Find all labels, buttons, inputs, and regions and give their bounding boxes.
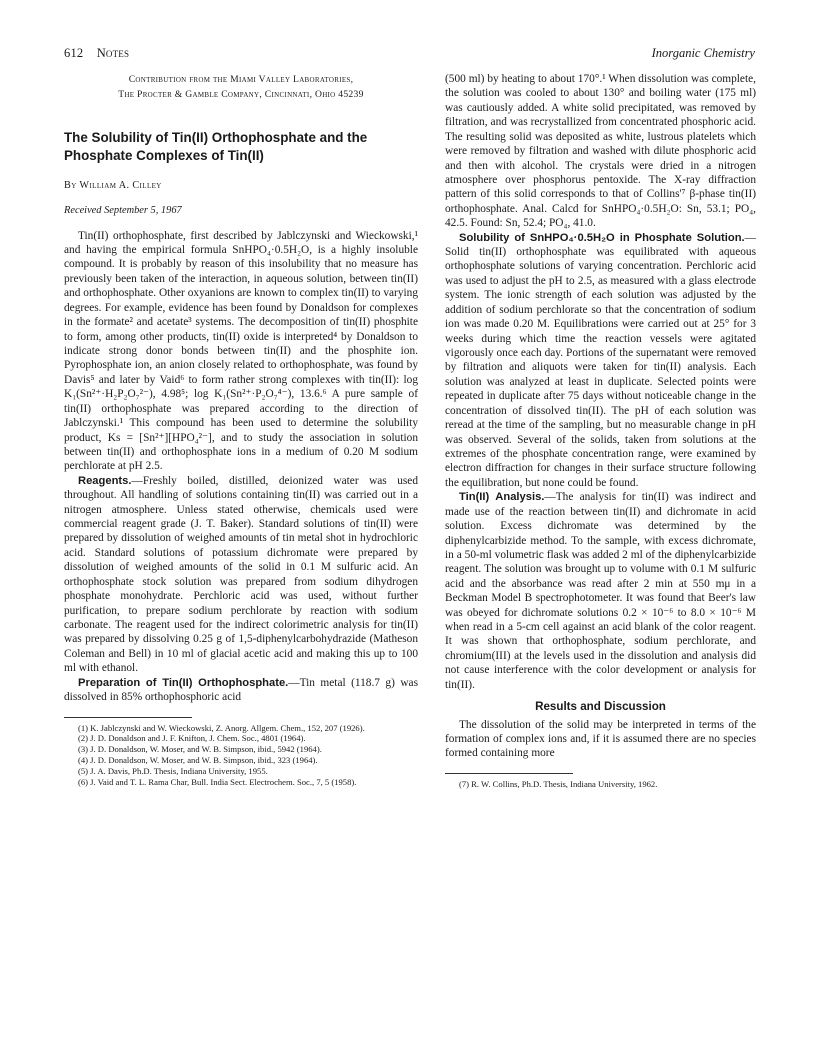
results-paragraph: The dissolution of the solid may be interpreted in terms of the formation of complex ions and, if it is assumed there are no species formed containing more [445,718,756,760]
footnote-item: (1) K. Jablczynski and W. Wieckowski, Z. Anorg. Allgem. Chem., 152, 207 (1926). [78,722,365,733]
right-column [445,72,756,790]
received-date: Received September 5, 1967 [64,205,182,217]
footnote-item: (6) J. Vaid and T. L. Rama Char, Bull. India Sect. Electrochem. Soc., 7, 5 (1958). [78,777,357,788]
footnote-item: (3) J. D. Donaldson, W. Moser, and W. B. Simpson, ibid., 5942 (1964). [78,744,322,755]
analysis-heading: Tin(II) Analysis. [459,491,545,504]
reagents-text: —Freshly boiled, distilled, deionized water was used throughout. All handling of solutions containing tin(II) was carried out in a nitrogen atmosphere. Unless stated otherwise, chemicals used were commercial reagent grade (J. T. Baker). Standard solutions of tin(II) were prepared by dissolution of weighed amounts of tin metal shot in hydrochloric acid. Standard solutions of potassium dichromate were prepared by dissolution of weighed amounts of the solid in 0.1 M sulfuric acid. An orthophosphate stock solution was prepared from sodium dihydrogen phosphate monohydrate. Perchloric acid was used, without further purification, to prepare sodium perchlorate by reaction with sodium carbonate. The reagent used for the indirect colorimetric analysis for tin(II) was prepared by dissolving 0.25 g of 1,5-diphenylcarbohydrazide (Matheson Coleman and Bell) in 10 ml of glacial acetic acid and making this up to 100 ml with ethanol. [64,474,418,675]
footnote-rule [445,773,573,774]
solubility-paragraph [445,231,756,491]
reagents-heading: Reagents. [78,474,132,487]
footnote-item: (7) R. W. Collins, Ph.D. Thesis, Indiana University, 1962. [459,778,658,789]
reagents-paragraph [64,474,418,676]
analysis-text: —The analysis for tin(II) was indirect and made use of the reaction between tin(II) and dichromate in acid solution. Excess dichromate was determined by the diphenylcarbizide method. To the sample, with excess dichromate, in a 50-ml volumetric flask was added 2 ml of the diphenylcarbizide reagent. The solution was brought up to volume with 0.1 M sulfuric acid and the absorbance was read after 2 min at 550 mμ in a Beckman Model B spectrophotometer. It was found that Beer's law was obeyed for dichromate solutions 0.2 × 10⁻⁶ to 8.0 × 10⁻⁶ M when read in a 5-cm cell against an acid blank of the color reagent. It was shown that orthophosphate, sodium perchlorate, and chromium(III) at the levels used in the dissolution and analysis did not cause interference with the color development or analysis for tin(II). [445,491,756,691]
preparation-heading: Preparation of Tin(II) Orthophosphate. [78,676,289,689]
article-title: The Solubility of Tin(II) Orthophosphate and the Phosphate Complexes of Tin(II) [64,130,368,164]
solubility-text: —Solid tin(II) orthophosphate was equilibrated with aqueous orthophosphate solutions of varying concentration. Perchloric acid was used to adjust the pH to 2.5, as measured with a glass electrode system. The ionic strength of each solution was adjusted by the addition of sodium perchlorate so that the concentration of sodium ion was made 0.20 M. Equilibrations were carried out at 25° for 3 weeks during which time the reaction vessels were agitated vigorously once each day. Portions of the supernatant were removed by filtration and aliquots were taken for tin(II) analysis. Each solution was analyzed at least in duplicate. Selected points were repeated in duplicate after 75 days without noticeable change in the concentration of dissolved tin(II). The pH of each solution was reread at the time of the sampling, but no measurable change in pH was observed. Several of the solids, taken from solutions at the extremes of the phosphate concentration range, were examined by electron diffraction for changes in their surface structure following the equilibration, but none could be found. [445,231,756,489]
preparation-text: —Tin metal (118.7 g) was dissolved in 85% orthophosphoric acid [64,676,418,704]
left-column [64,72,418,788]
footnote-item: (5) J. A. Davis, Ph.D. Thesis, Indiana University, 1955. [78,766,268,777]
footnote-item: (2) J. D. Donaldson and J. F. Knifton, J. Chem. Soc., 4801 (1964). [78,733,306,744]
results-heading: Results and Discussion [535,700,666,714]
section-name: Notes [96,46,130,60]
footnote-item: (4) J. D. Donaldson, W. Moser, and W. B. Simpson, ibid., 323 (1964). [78,755,318,766]
byline: By William A. Cilley [64,180,162,192]
intro-paragraph: Tin(II) orthophosphate, first described by Jablczynski and Wieckowski,¹ and having the empirical formula SnHPO₄·0.5H₂O, is a highly insoluble compound. It is probably by reason of this insolubility that no measure has previously been taken of the interaction, in aqueous solution, between tin(II) and orthophosphate. Other oxyanions are known to complex tin(II) to varying degrees. For example, evidence has been found by Donaldson for complexes in the formate² and acetate³ systems. The decomposition of tin(II) phosphite to form, among other products, tin(II) oxide is interpreted⁴ by Donaldson to indicate strong donor bonds between tin(II) and the phosphite ion. Pyrophosphate ion, an anion closely related to orthophosphate, was found by Davis⁵ and later by Vaid⁶ to form rather strong complexes with tin(II): log K₁(Sn²⁺·H₂P₂O₇²⁻), 4.98⁵; log K₁(Sn²⁺·P₂O₇⁴⁻), 13.6.⁶ A pure sample of tin(II) orthophosphate was prepared according to the direction of Jablczynski.¹ This compound has been used to determine the solubility product, Ks = [Sn²⁺][HPO₄²⁻], and to study the association in solution between tin(II) and orthophosphate ions in a medium of 0.20 M sodium perchlorate at pH 2.5. [64,229,418,473]
preparation-continued: (500 ml) by heating to about 170°.¹ When dissolution was complete, the solution was cooled to about 130° and boiling water (175 ml) was cautiously added. A white solid precipitated, was removed by filtration, and was recrystallized from concentrated phosphoric acid. The resulting solid was deposited as white, lustrous platelets which were removed by filtration and washed with dilute phosphoric acid and then with alcohol. The crystals were dried in a nitrogen atmosphere over phosphorus pentoxide. The X-ray diffraction pattern of this solid corresponds to that of Collins'⁷ β-phase tin(II) orthophosphate. Anal. Calcd for SnHPO₄·0.5H₂O: Sn, 53.1; PO₄, 42.5. Found: Sn, 52.4; PO₄, 41.0. [445,73,756,230]
contribution-line-2: The Procter & Gamble Company, Cincinnati, Ohio 45239 [118,88,364,100]
footnotes [64,723,418,788]
running-head [64,46,755,64]
page-number: 612 [64,46,84,60]
contribution-line-1: Contribution from the Miami Valley Laboratories, [128,74,354,85]
footnote-rule [64,717,192,718]
analysis-paragraph [445,490,756,692]
running-head-left [64,46,129,61]
preparation-paragraph [64,676,418,705]
solubility-heading: Solubility of SnHPO₄·0.5H₂O in Phosphate Solution. [459,231,745,244]
journal-name: Inorganic Chemistry [651,46,755,60]
